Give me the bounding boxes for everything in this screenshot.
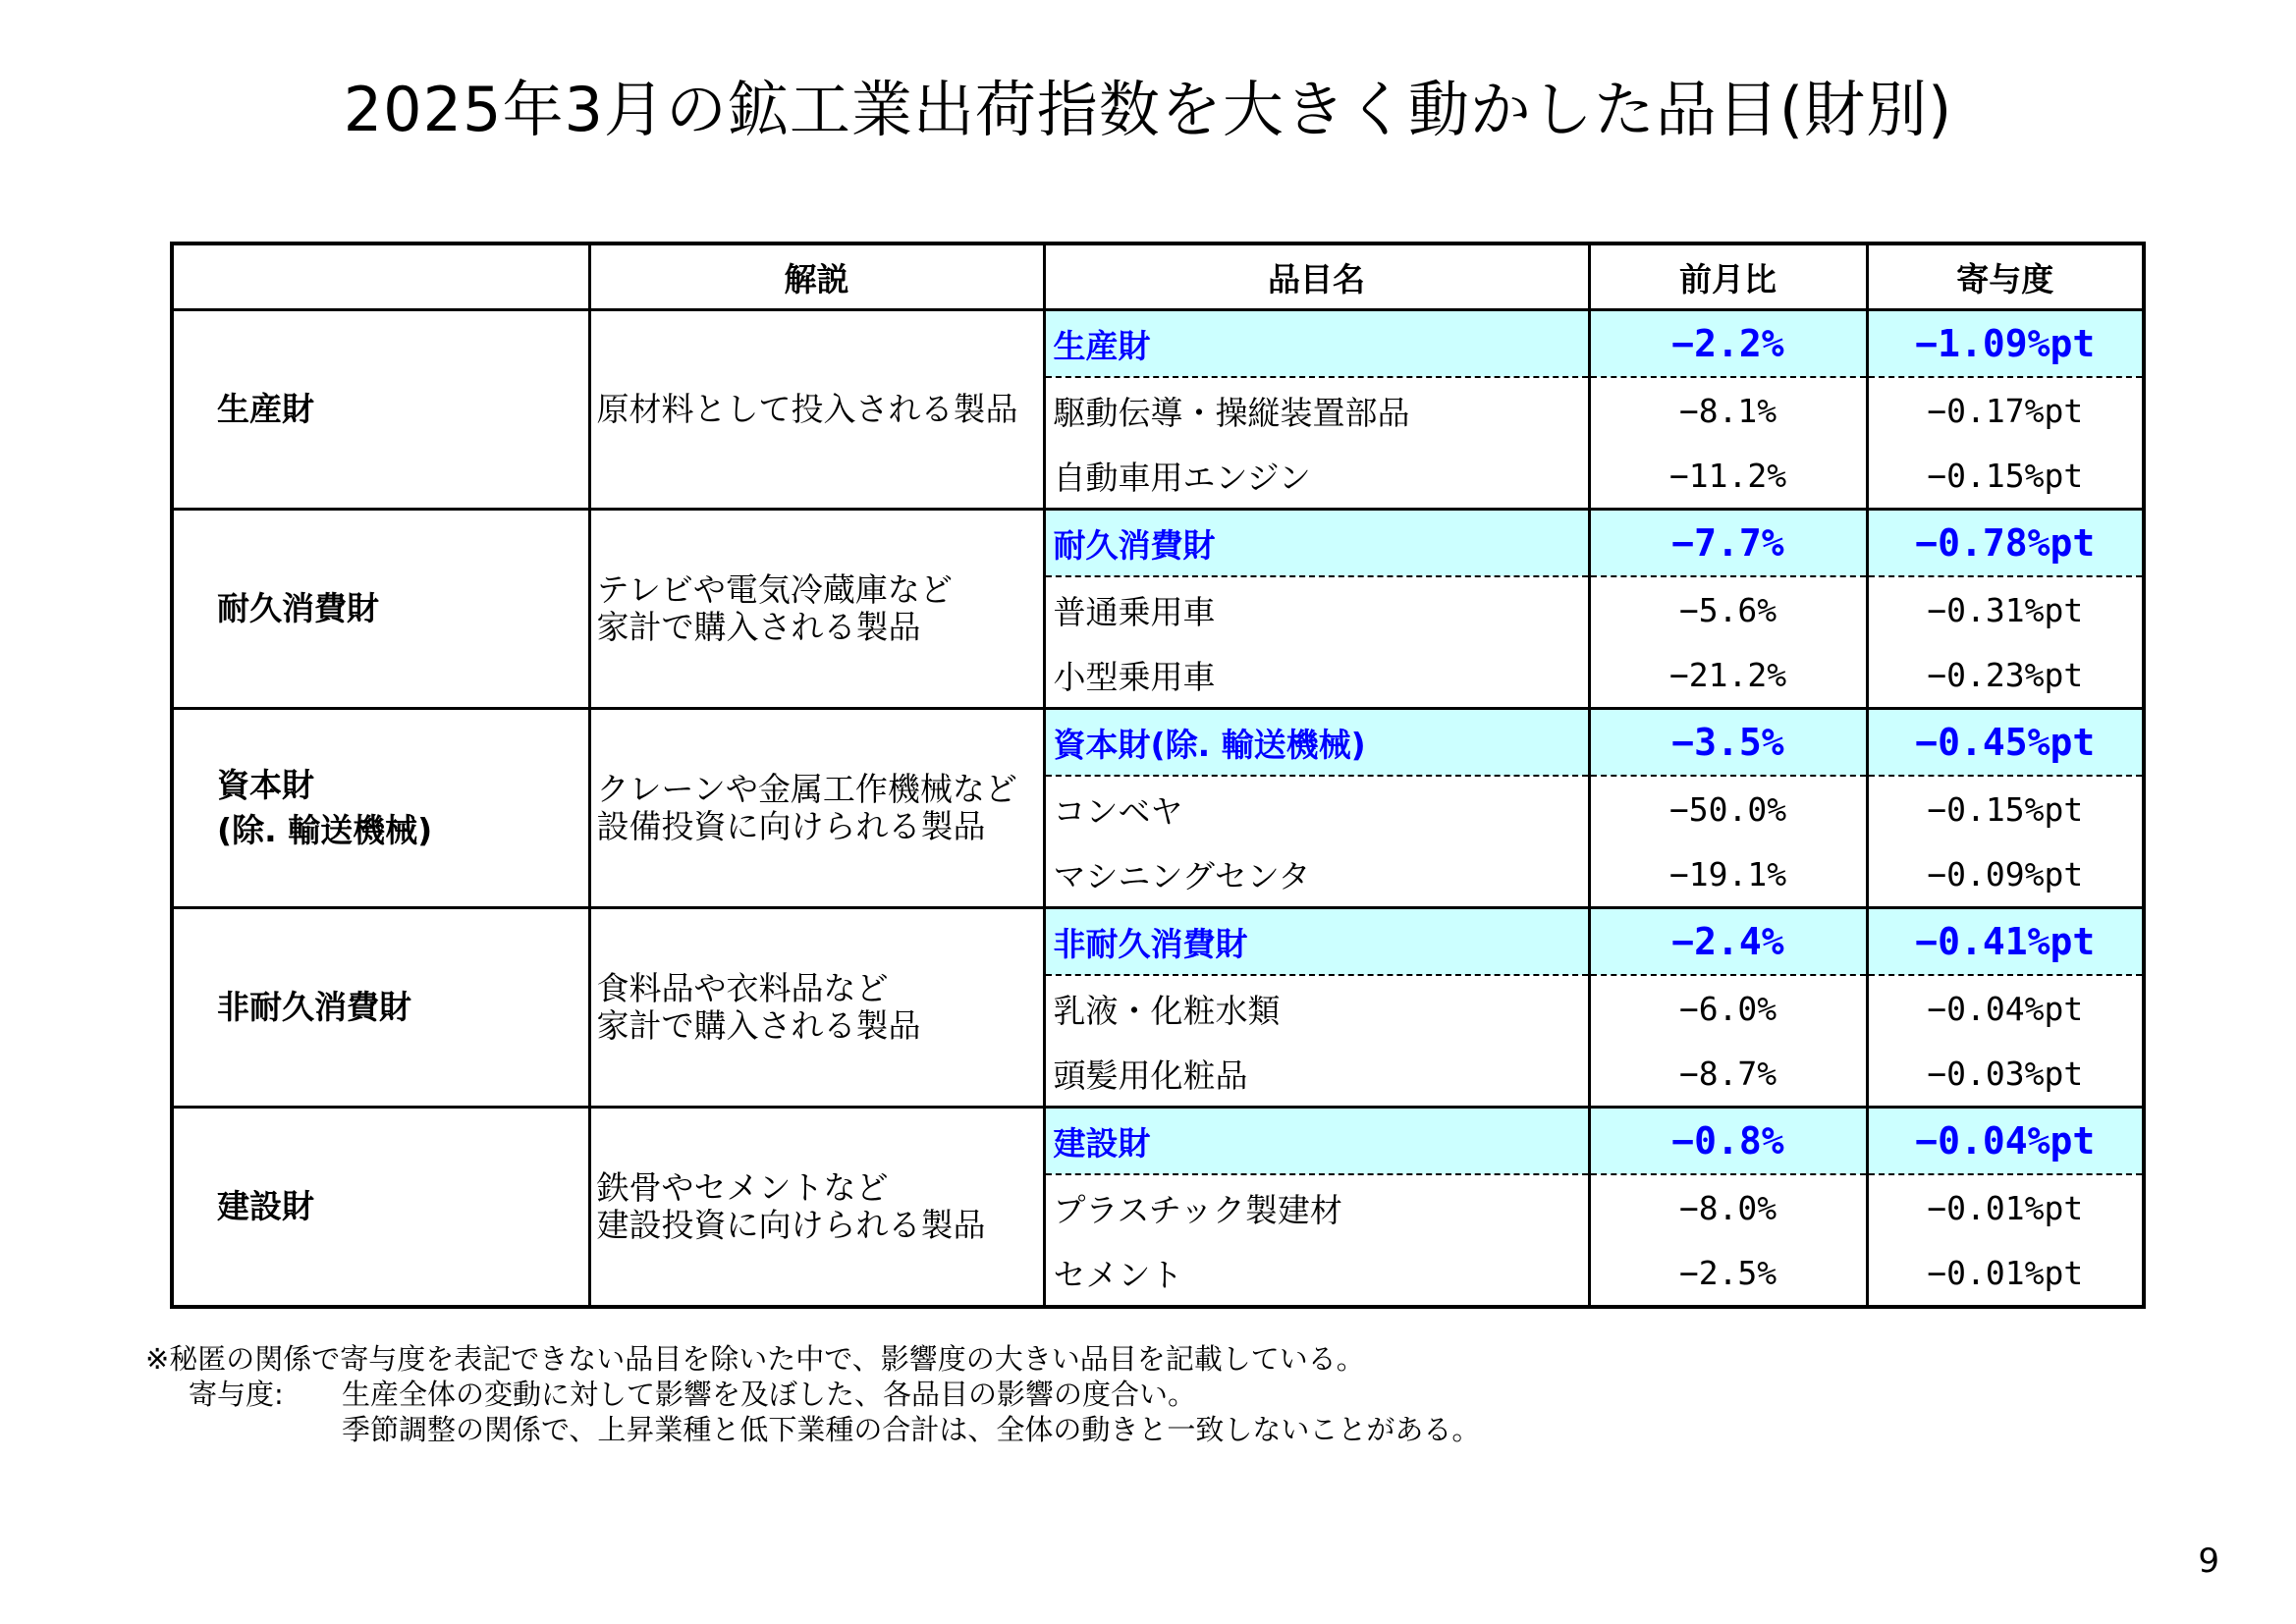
description-line: 家計で購入される製品 bbox=[596, 608, 921, 646]
group-name-line: (除. 輸送機械) bbox=[217, 811, 433, 849]
summary-contribution: −0.78%pt bbox=[1867, 510, 2144, 577]
description-line: 食料品や衣料品など bbox=[596, 969, 889, 1007]
footnote-definition-text: 生産全体の変動に対して影響を及ぼした、各品目の影響の度合い。 bbox=[342, 1378, 1197, 1411]
item-mom: −5.6% bbox=[1589, 576, 1867, 642]
footnote-line: ※秘匿の関係で寄与度を表記できない品目を除いた中で、影響度の大きい品目を記載している。 bbox=[145, 1342, 1365, 1376]
description-line: テレビや電気冷蔵庫など bbox=[596, 570, 953, 609]
summary-item-name: 資本財(除. 輸送機械) bbox=[1044, 709, 1589, 777]
group-description bbox=[589, 510, 1044, 709]
footnote-definition bbox=[145, 1377, 1480, 1412]
group-name-line: 生産財 bbox=[217, 390, 314, 428]
group-name-line: 資本財 bbox=[217, 766, 314, 804]
item-mom: −8.7% bbox=[1589, 1041, 1867, 1108]
page-title: 2025年3月の鉱工業出荷指数を大きく動かした品目(財別) bbox=[343, 74, 1953, 145]
description-line: 原材料として投入される製品 bbox=[596, 390, 1018, 428]
item-contribution: −0.23%pt bbox=[1867, 642, 2144, 709]
summary-contribution: −0.41%pt bbox=[1867, 908, 2144, 976]
item-mom: −6.0% bbox=[1589, 975, 1867, 1041]
item-contribution: −0.31%pt bbox=[1867, 576, 2144, 642]
footnote-line: 季節調整の関係で、上昇業種と低下業種の合計は、全体の動きと一致しないことがある。 bbox=[342, 1413, 1481, 1446]
description-line: 設備投資に向けられる製品 bbox=[596, 807, 986, 845]
group-description bbox=[589, 908, 1044, 1108]
item-mom: −19.1% bbox=[1589, 841, 1867, 908]
summary-contribution: −1.09%pt bbox=[1867, 310, 2144, 378]
summary-item-name: 建設財 bbox=[1044, 1108, 1589, 1175]
summary-mom: −3.5% bbox=[1589, 709, 1867, 777]
summary-item-name: 非耐久消費財 bbox=[1044, 908, 1589, 976]
summary-item-name: 耐久消費財 bbox=[1044, 510, 1589, 577]
item-name: 頭髪用化粧品 bbox=[1044, 1041, 1589, 1108]
page-number: 9 bbox=[2198, 1542, 2219, 1581]
header-contribution: 寄与度 bbox=[1867, 244, 2144, 310]
summary-mom: −2.4% bbox=[1589, 908, 1867, 976]
item-contribution: −0.03%pt bbox=[1867, 1041, 2144, 1108]
group-name bbox=[172, 1108, 589, 1308]
summary-item-name: 生産財 bbox=[1044, 310, 1589, 378]
item-mom: −11.2% bbox=[1589, 443, 1867, 510]
group-name bbox=[172, 510, 589, 709]
item-name: 普通乗用車 bbox=[1044, 576, 1589, 642]
summary-mom: −7.7% bbox=[1589, 510, 1867, 577]
group-name bbox=[172, 908, 589, 1108]
group-description bbox=[589, 310, 1044, 510]
item-contribution: −0.15%pt bbox=[1867, 776, 2144, 841]
table-row bbox=[172, 310, 2144, 378]
item-contribution: −0.01%pt bbox=[1867, 1240, 2144, 1307]
group-name-line: 耐久消費財 bbox=[217, 589, 379, 627]
summary-mom: −2.2% bbox=[1589, 310, 1867, 378]
table-row bbox=[172, 908, 2144, 976]
items-table bbox=[170, 242, 2146, 1309]
table-row bbox=[172, 510, 2144, 577]
description-line: クレーンや金属工作機械など bbox=[596, 770, 1017, 808]
item-contribution: −0.09%pt bbox=[1867, 841, 2144, 908]
footnotes bbox=[145, 1341, 1480, 1447]
item-name: 駆動伝導・操縦装置部品 bbox=[1044, 377, 1589, 443]
group-name bbox=[172, 310, 589, 510]
description-line: 建設投資に向けられる製品 bbox=[596, 1206, 986, 1244]
item-mom: −8.1% bbox=[1589, 377, 1867, 443]
item-name: プラスチック製建材 bbox=[1044, 1174, 1589, 1240]
description-line: 家計で購入される製品 bbox=[596, 1006, 921, 1045]
table-header-row bbox=[172, 244, 2144, 310]
item-mom: −50.0% bbox=[1589, 776, 1867, 841]
summary-contribution: −0.04%pt bbox=[1867, 1108, 2144, 1175]
item-name: セメント bbox=[1044, 1240, 1589, 1307]
table-row bbox=[172, 1108, 2144, 1175]
item-contribution: −0.04%pt bbox=[1867, 975, 2144, 1041]
group-name-line: 建設財 bbox=[217, 1187, 314, 1225]
item-name: 乳液・化粧水類 bbox=[1044, 975, 1589, 1041]
item-contribution: −0.01%pt bbox=[1867, 1174, 2144, 1240]
item-mom: −8.0% bbox=[1589, 1174, 1867, 1240]
header-description: 解説 bbox=[589, 244, 1044, 310]
item-name: 小型乗用車 bbox=[1044, 642, 1589, 709]
item-mom: −2.5% bbox=[1589, 1240, 1867, 1307]
group-description bbox=[589, 1108, 1044, 1308]
group-name bbox=[172, 709, 589, 908]
footnote-label: 寄与度: bbox=[189, 1378, 284, 1411]
item-mom: −21.2% bbox=[1589, 642, 1867, 709]
description-line: 鉄骨やセメントなど bbox=[596, 1168, 889, 1207]
group-name-line: 非耐久消費財 bbox=[217, 988, 411, 1026]
header-category bbox=[172, 244, 589, 310]
table-row bbox=[172, 709, 2144, 777]
group-description bbox=[589, 709, 1044, 908]
header-item-name: 品目名 bbox=[1044, 244, 1589, 310]
item-contribution: −0.15%pt bbox=[1867, 443, 2144, 510]
item-contribution: −0.17%pt bbox=[1867, 377, 2144, 443]
summary-mom: −0.8% bbox=[1589, 1108, 1867, 1175]
item-name: マシニングセンタ bbox=[1044, 841, 1589, 908]
item-name: 自動車用エンジン bbox=[1044, 443, 1589, 510]
summary-contribution: −0.45%pt bbox=[1867, 709, 2144, 777]
item-name: コンベヤ bbox=[1044, 776, 1589, 841]
header-month-over-month: 前月比 bbox=[1589, 244, 1867, 310]
